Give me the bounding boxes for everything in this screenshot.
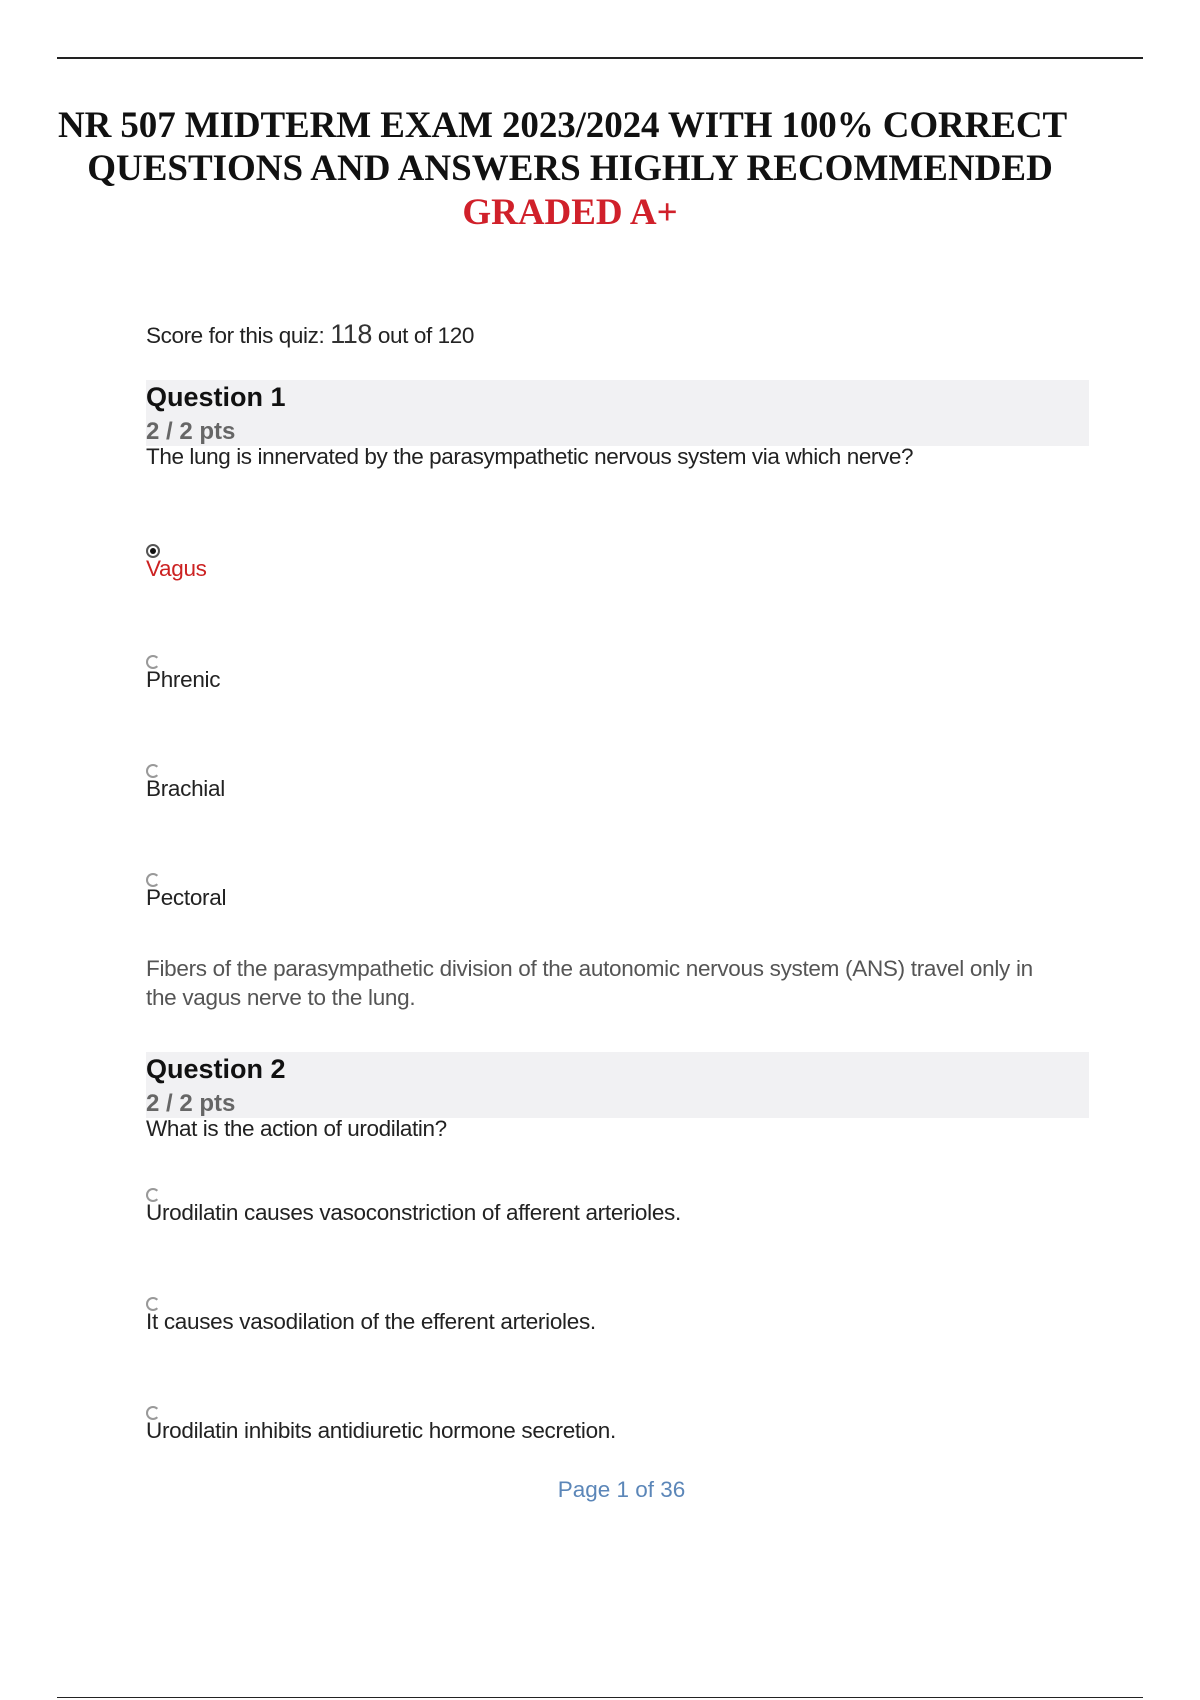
question-1-explanation: Fibers of the parasympathetic division of the autonomic nervous system (ANS) travel only in the vagus nerve to the lung. bbox=[146, 956, 1033, 1010]
question-1-header bbox=[146, 380, 1089, 446]
option-label: Pectoral bbox=[146, 885, 227, 910]
question-1-title: Question 1 bbox=[146, 382, 286, 412]
option-label: Urodilatin inhibits antidiuretic hormone secretion. bbox=[146, 1418, 616, 1443]
option-label: Phrenic bbox=[146, 667, 221, 692]
title-grade: GRADED A+ bbox=[462, 192, 678, 233]
score-suffix: out of 120 bbox=[372, 323, 474, 348]
option-label: It causes vasodilation of the efferent arterioles. bbox=[146, 1309, 596, 1334]
option-label: Vagus bbox=[146, 556, 207, 581]
quiz-score bbox=[146, 319, 474, 350]
title-line-1: NR 507 MIDTERM EXAM 2023/2024 WITH 100% CORRECT bbox=[58, 105, 1068, 146]
question-2-title: Question 2 bbox=[146, 1054, 286, 1084]
question-1-points: 2 / 2 pts bbox=[146, 418, 236, 445]
option-label: Urodilatin causes vasoconstriction of afferent arterioles. bbox=[146, 1200, 681, 1225]
document-title bbox=[40, 104, 1100, 234]
title-line-2: QUESTIONS AND ANSWERS HIGHLY RECOMMENDED bbox=[87, 148, 1053, 189]
bottom-rule bbox=[57, 1697, 1143, 1698]
top-rule bbox=[57, 57, 1143, 59]
question-2-points: 2 / 2 pts bbox=[146, 1090, 236, 1117]
option-label: Brachial bbox=[146, 776, 225, 801]
question-2-text: What is the action of urodilatin? bbox=[146, 1116, 447, 1141]
score-label: Score for this quiz: bbox=[146, 323, 331, 348]
question-1-text: The lung is innervated by the parasympathetic nervous system via which nerve? bbox=[146, 444, 914, 469]
score-value: 118 bbox=[330, 319, 373, 349]
page-number: Page 1 of 36 bbox=[557, 1477, 686, 1502]
question-2-header bbox=[146, 1052, 1089, 1118]
